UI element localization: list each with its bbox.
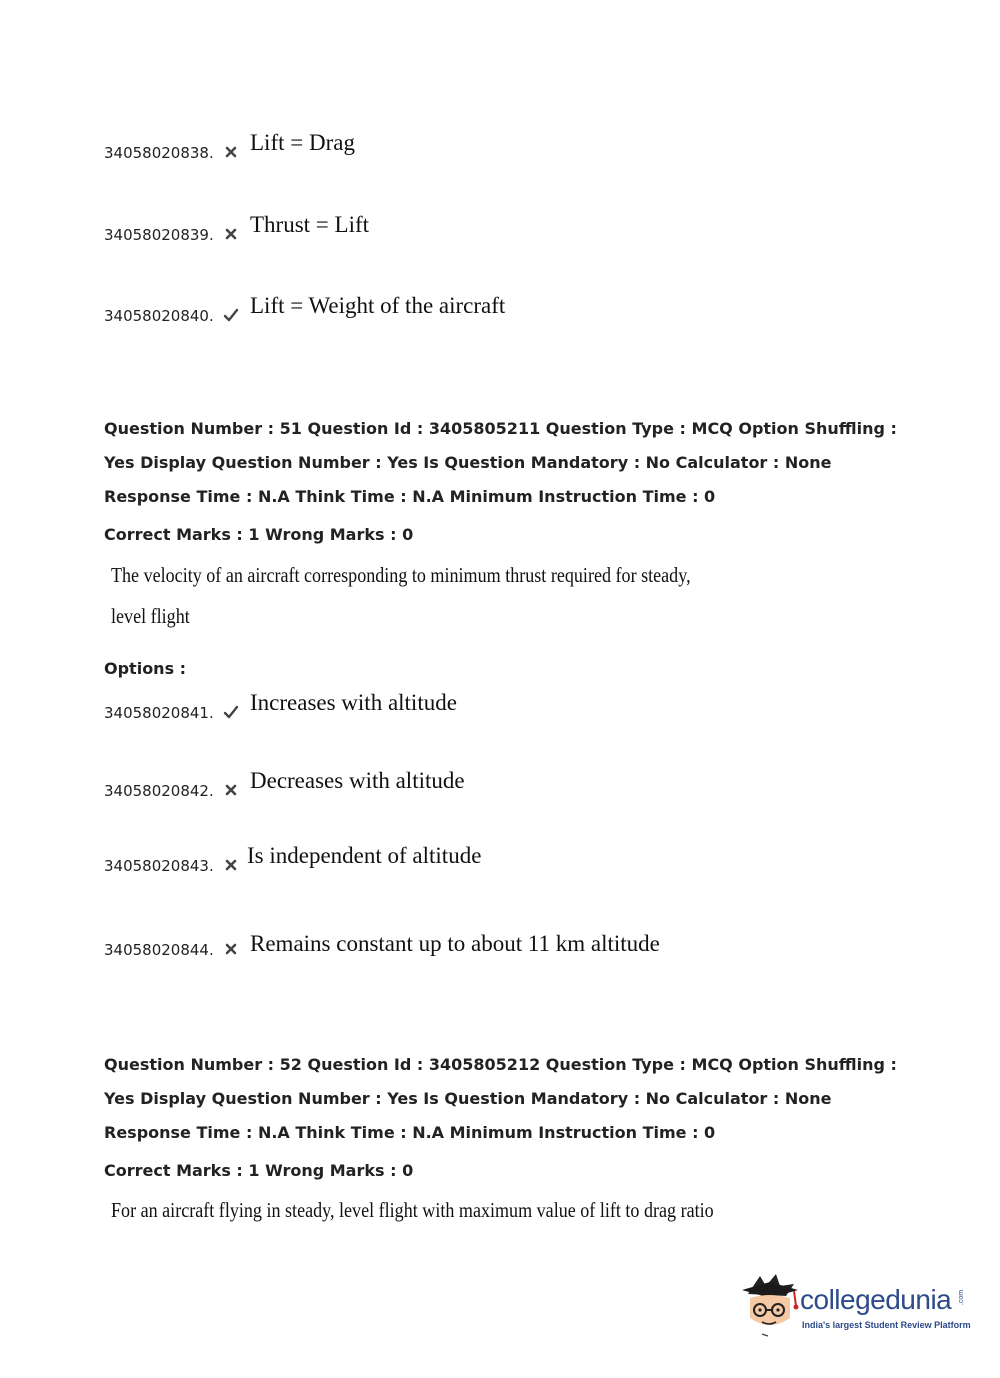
option-text: Thrust = Lift [250,212,370,237]
option-row [104,682,904,722]
option-row [104,122,904,162]
question-text [111,555,691,637]
question-text-line: For an aircraft flying in steady, level flight with maximum value of lift to drag ratio [111,1198,714,1222]
option-text: Decreases with altitude [250,768,465,793]
option-id: 34058020842. [104,782,214,800]
option-text: Is independent of altitude [247,843,482,868]
cross-icon [223,226,239,242]
cross-icon [223,144,239,160]
mascot-icon [740,1272,800,1342]
collegedunia-logo [740,1272,980,1342]
option-row [104,285,904,325]
logo-tagline: India's largest Student Review Platform [802,1320,971,1330]
logo-suffix: .com [958,1289,966,1306]
option-text: Remains constant up to about 11 km altitude [250,931,660,956]
question-meta: Question Number : 52 Question Id : 3405805212 Question Type : MCQ Option Shuffling : Yes Display Question Number : Yes Is Question Mandatory : No Calculator : None Response Time : N.A Think Time : N.A Minimum Instruction Time : 0 [104,1055,897,1142]
question-text-line: level flight [111,604,190,628]
option-row [104,204,904,244]
option-id: 34058020844. [104,941,214,959]
option-id: 34058020843. [104,857,214,875]
options-label: Options : [104,659,187,678]
check-icon [223,307,239,323]
cross-icon [223,941,239,957]
option-text: Lift = Weight of the aircraft [250,293,506,318]
option-id: 34058020839. [104,226,214,244]
option-text: Increases with altitude [250,690,457,715]
option-id: 34058020841. [104,704,214,722]
question-text [111,1190,714,1231]
question-meta: Question Number : 51 Question Id : 3405805211 Question Type : MCQ Option Shuffling : Yes Display Question Number : Yes Is Question Mandatory : No Calculator : None Response Time : N.A Think Time : N.A Minimum Instruction Time : 0 [104,419,897,506]
marks-info: Correct Marks : 1 Wrong Marks : 0 [104,1161,414,1180]
option-row [104,835,904,875]
cross-icon [223,857,239,873]
logo-brand-text: collegedunia [800,1284,952,1315]
option-text: Lift = Drag [250,130,355,155]
option-row [104,760,904,800]
check-icon [223,704,239,720]
question-text-line: The velocity of an aircraft corresponding to minimum thrust required for steady, [111,563,691,587]
cross-icon [223,782,239,798]
option-id: 34058020840. [104,307,214,325]
marks-info: Correct Marks : 1 Wrong Marks : 0 [104,525,414,544]
option-row [104,919,904,959]
option-id: 34058020838. [104,144,214,162]
